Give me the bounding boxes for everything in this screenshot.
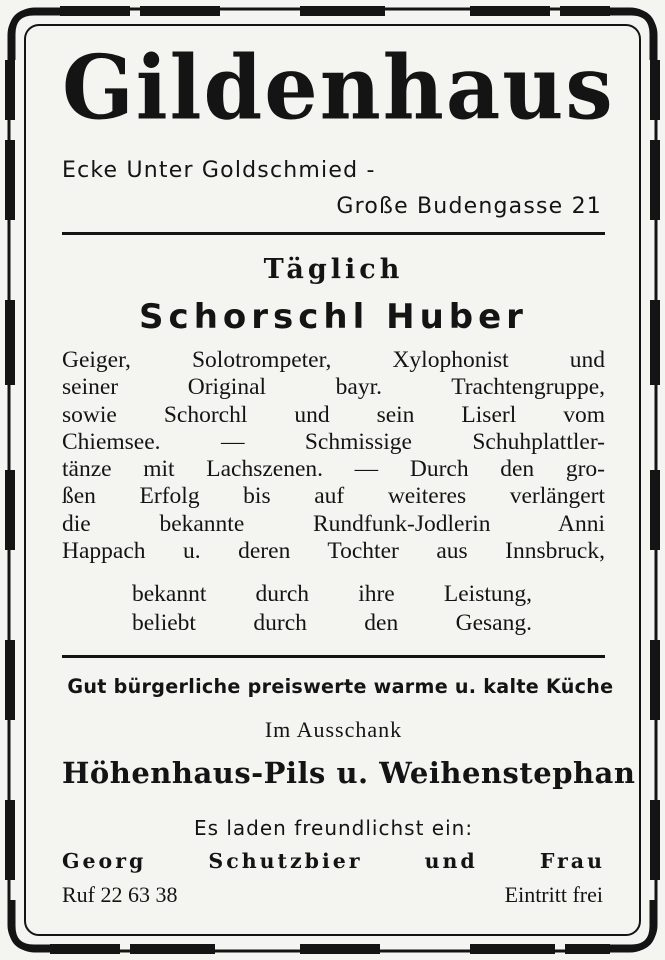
divider [62,655,605,658]
description-line: sowie Schorchl und sein Liserl vom [62,401,605,428]
description-line: tänze mit Lachszenen. — Durch den gro- [62,456,605,483]
performer-name: Schorschl Huber [139,297,528,337]
tagline-line: bekannt durch ihre Leistung, [132,581,532,607]
description-line: die bekannte Rundfunk-Jodlerin Anni [62,510,605,537]
hosts: Georg Schutzbier und Frau [62,849,605,873]
beer-names: Höhenhaus-Pils u. Weihenstephan [62,756,636,790]
description [62,347,605,565]
tagline-line: beliebt durch den Gesang. [132,610,532,636]
invitation: Es laden freundlichst ein: [193,816,474,840]
phone-number: Ruf 22 63 38 [62,882,178,907]
divider [62,232,605,235]
kitchen-line: Gut bürgerliche preiswerte warme u. kalte Küche [67,675,614,698]
advertisement [62,0,636,960]
address-line-2: Große Budengasse 21 [336,194,602,219]
description-line: Chiemsee. — Schmissige Schuhplattler- [62,428,605,455]
description-line: Happach u. deren Tochter aus Innsbruck, [62,538,605,565]
on-tap-label: Im Ausschank [264,717,403,742]
tagline [132,580,532,638]
venue-title: Gildenhaus [62,35,615,140]
entry-note: Eintritt frei [504,882,603,907]
description-line: Geiger, Solotrompeter, Xylophonist und [62,347,605,373]
description-line: seiner Original bayr. Trachtengruppe, [62,374,605,401]
daily-heading: Täglich [263,254,404,285]
description-line: ßen Erfolg bis auf weiteres verlängert [62,483,605,510]
address-line-1: Ecke Unter Goldschmied - [62,158,376,183]
